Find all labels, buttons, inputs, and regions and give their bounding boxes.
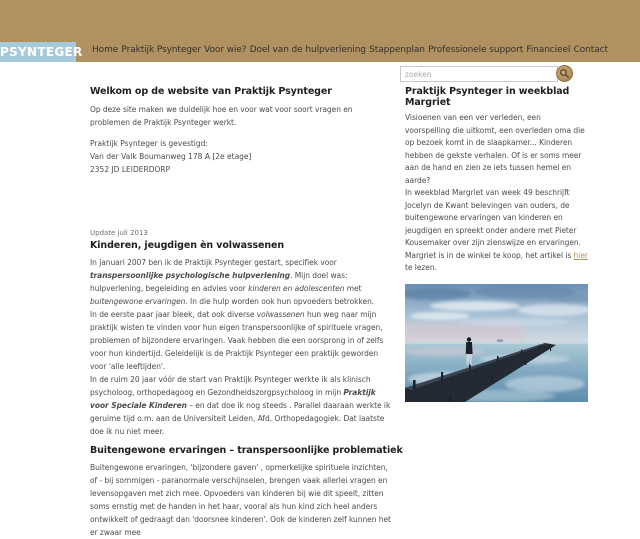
main-content (90, 86, 403, 539)
text-run: In de eerste paar jaar bleek, dat ook diverse (90, 310, 257, 319)
text-run: Praktijk voor Speciale Kinderen (90, 388, 376, 410)
nav-item-doel-van-de-hulpverlening[interactable]: Doel van de hulpverlening (249, 45, 366, 55)
text-run: volwassenen (256, 310, 305, 319)
nav-item-financieel[interactable]: Financieel (526, 45, 571, 55)
address-line: Van der Valk Boumanweg 178 A [2e etage] (90, 152, 252, 161)
sidebar-paragraph (405, 112, 588, 275)
nav-item-home[interactable]: Home (92, 45, 119, 55)
nav-item-voor-wie[interactable]: Voor wie? (204, 45, 247, 55)
update-note: Update juli 2013 (90, 229, 148, 237)
nav-item-praktijk-psynteger[interactable]: Praktijk Psynteger (121, 45, 201, 55)
text-run: In weekblad Margriet van week 49 beschrijft Jocelyn de Kwant belevingen van ouders, de buitengewone ervaringen van kinderen en jeugdigen en spreekt onder andere met Pieter Kousemaker over zijn zienswijze en ervaringen. Margriet is in de winkel te koop, het artikel is (405, 188, 581, 260)
text-run: In de ruim 20 jaar vóór de start van Praktijk Psynteger werkte ik als klinisch psycholoog, orthopedagoog en Gezondheidszorgpsycholoog in mijn (90, 375, 371, 397)
address-line: Praktijk Psynteger is gevestigd: (90, 139, 208, 148)
text-run: In januari 2007 ben ik de Praktijk Psynteger gestart, specifiek voor (90, 258, 337, 267)
section1-paragraph-1 (90, 256, 394, 308)
text-run: – en dat doe ik nog steeds . Parallel daaraan werkte ik geruime tijd o.m. aan de Universiteit Leiden, Afd. Orthopedagogiek. Dat laatste doe ik nu niet meer. (90, 401, 391, 436)
section1-paragraph-2 (90, 308, 394, 438)
text-run: . In die hulp worden ook hun opvoeders betrokken. (185, 297, 375, 306)
address-line: 2352 JD LEIDERDORP (90, 165, 171, 174)
margriet-article-link[interactable]: hier (573, 250, 588, 260)
welcome-heading: Welkom op de website van Praktijk Psynteger (90, 86, 332, 97)
main-navigation (92, 45, 608, 55)
section-heading-buitengewone-ervaringen: Buitengewone ervaringen – transpersoonlijke problematiek (90, 445, 403, 456)
nav-item-stappenplan[interactable]: Stappenplan (369, 45, 425, 55)
header-bar (0, 0, 640, 62)
pier-photo (405, 284, 588, 402)
text-run: . Mijn doel was: hulpverlening, begeleiding en advies voor (90, 271, 348, 293)
text-run: buitengewone ervaringen (90, 297, 186, 306)
site-logo[interactable]: PSYNTEGER (0, 42, 76, 62)
welcome-paragraph: Op deze site maken we duidelijk hoe en voor wat voor soort vragen en problemen de Praktijk Psynteger werkt. (90, 105, 353, 127)
address-block (90, 137, 394, 176)
magnifier-icon (559, 68, 570, 79)
distant-ship (497, 339, 503, 341)
text-run: Visioenen van een ver verleden, een voorspelling die uitkomt, een overleden oma die op bezoek komt in de slaapkamer... Kinderen hebben de gekste verhalen. Of is er soms meer aan de hand en zien ze iets tussen hemel en aarde? (405, 113, 585, 185)
text-run: te lezen. (405, 263, 437, 272)
text-run: transpersoonlijke psychologische hulpverlening (90, 271, 291, 280)
text-run: hun weg naar mijn praktijk wisten te vinden voor hun eigen transpersoonlijke of spirituele vragen, problemen of bijzondere ervaringen. Vaak hebben die een oorsprong in of zelfs voor hun kindertijd. Geleidelijk is de Praktijk Psynteger een praktijk geworden voor 'alle leeftijden'. (90, 310, 384, 371)
text-run: met (344, 284, 362, 293)
section2-paragraph-1: Buitengewone ervaringen, 'bijzondere gaven' , opmerkelijke spirituele inzichten, of - bij sommigen - paranormale verschijnselen, brengen vaak allerlei vragen en levensopgaven met zich mee. Opvoeders van kinderen bij wie dit speelt, zitten soms ernstig met de handen in het haar, vooral als hun kind zich heel anders ontwikkelt of gedraagt dan 'doorsnee kinderen'. Ook de kinderen zelf kunnen het er zwaar mee (90, 463, 391, 537)
search-button[interactable] (556, 65, 573, 82)
nav-item-professionele-support[interactable]: Professionele support (428, 45, 524, 55)
search-input[interactable] (400, 66, 558, 82)
sidebar-heading: Praktijk Psynteger in weekblad Margriet (405, 86, 570, 108)
sidebar (405, 86, 588, 402)
nav-item-contact[interactable]: Contact (573, 45, 608, 55)
section-heading-kinderen: Kinderen, jeugdigen èn volwassenen (90, 240, 285, 251)
text-run: kinderen en adolescenten (248, 284, 345, 293)
